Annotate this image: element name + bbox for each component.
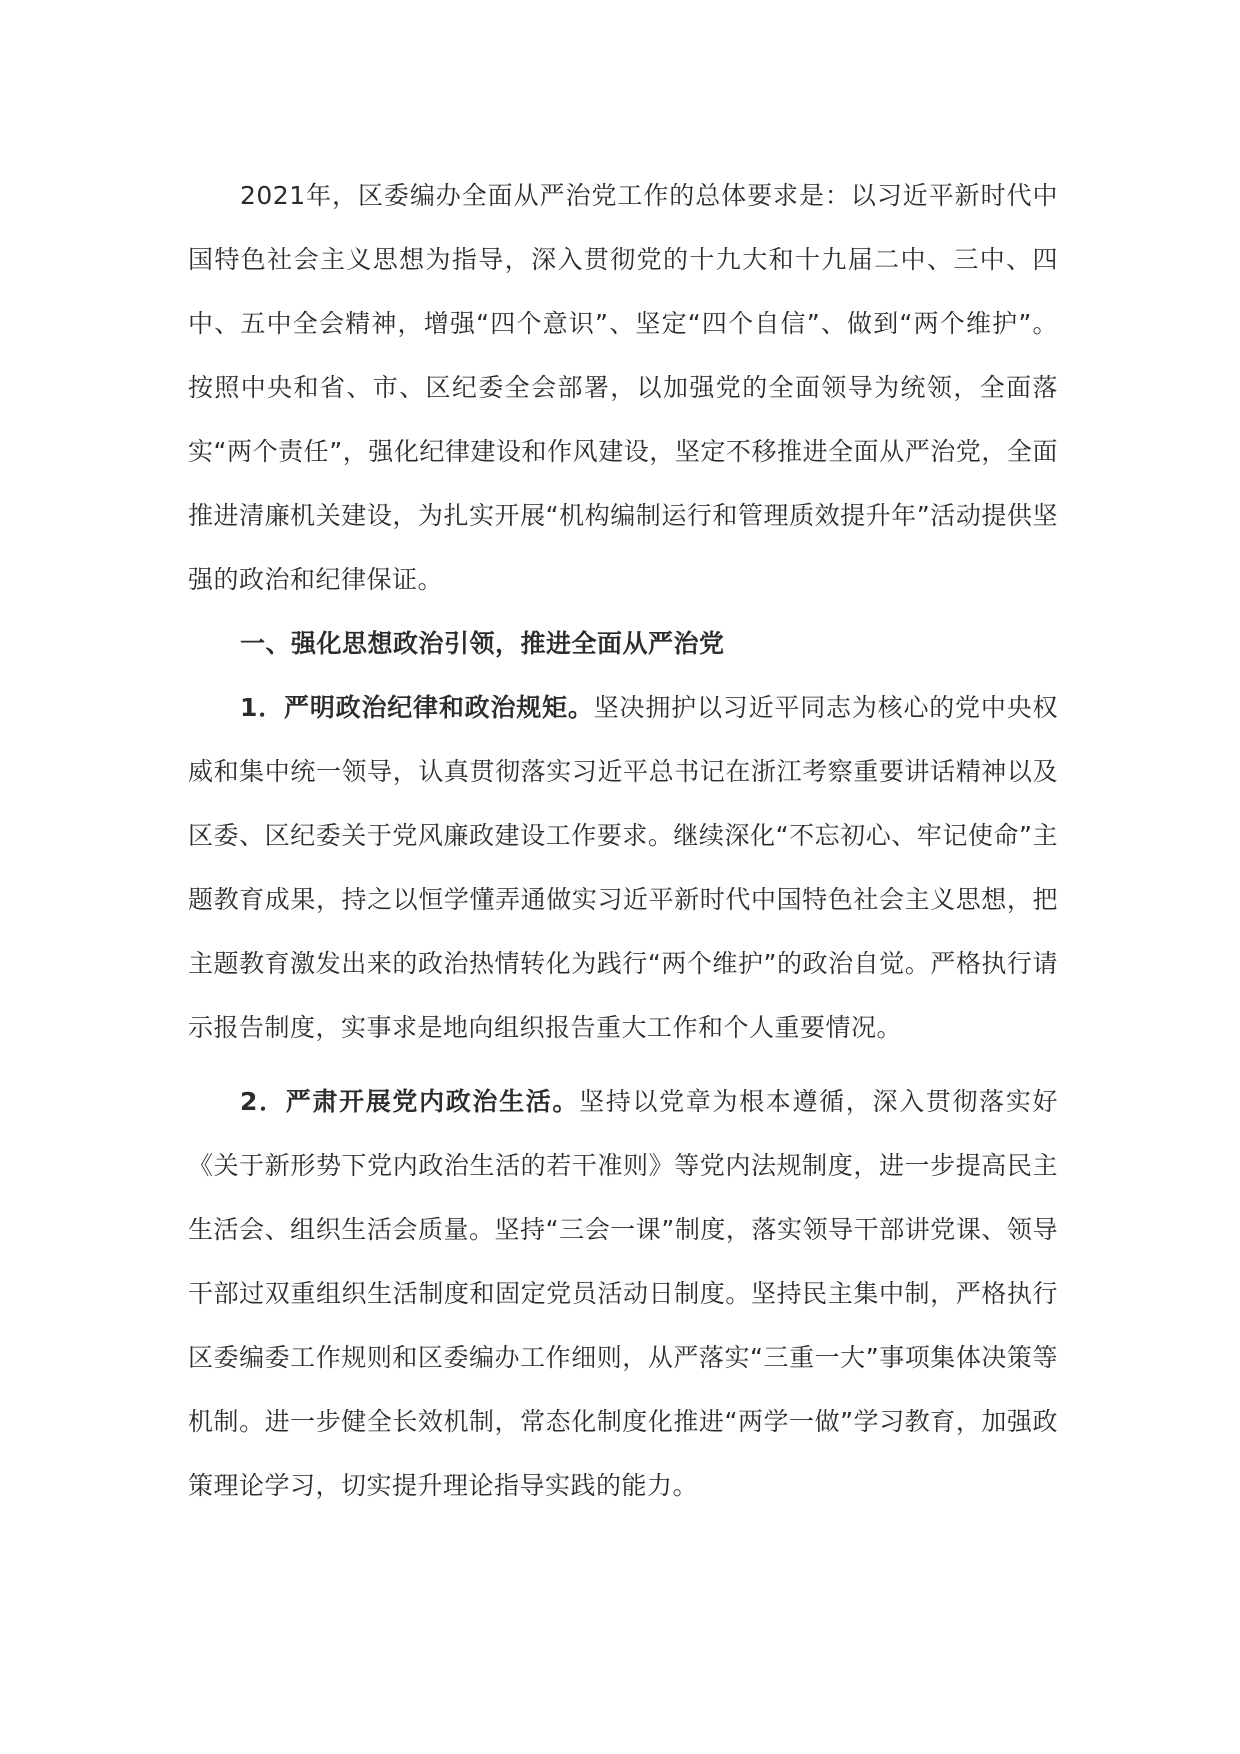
item-2-paragraph xyxy=(188,1070,1058,1518)
item-2-lead: 2．严肃开展党内政治生活。 xyxy=(240,1087,580,1116)
item-2-body: 坚持以党章为根本遵循，深入贯彻落实好《关于新形势下党内政治生活的若干准则》等党内法规制度，进一步提高民主生活会、组织生活会质量。坚持“三会一课”制度，落实领导干部讲党课、领导干部过双重组织生活制度和固定党员活动日制度。坚持民主集中制，严格执行区委编委工作规则和区委编办工作细则，从严落实“三重一大”事项集体决策等机制。进一步健全长效机制，常态化制度化推进“两学一做”学习教育，加强政策理论学习，切实提升理论指导实践的能力。 xyxy=(188,1087,1058,1500)
item-1-body: 坚决拥护以习近平同志为核心的党中央权威和集中统一领导，认真贯彻落实习近平总书记在浙江考察重要讲话精神以及区委、区纪委关于党风廉政建设工作要求。继续深化“不忘初心、牢记使命”主题教育成果，持之以恒学懂弄通做实习近平新时代中国特色社会主义思想，把主题教育激发出来的政治热情转化为践行“两个维护”的政治自觉。严格执行请示报告制度，实事求是地向组织报告重大工作和个人重要情况。 xyxy=(188,693,1058,1042)
item-1-lead: 1．严明政治纪律和政治规矩。 xyxy=(240,693,594,722)
intro-paragraph: 2021年，区委编办全面从严治党工作的总体要求是：以习近平新时代中国特色社会主义思想为指导，深入贯彻党的十九大和十九届二中、三中、四中、五中全会精神，增强“四个意识”、坚定“四个自信”、做到“两个维护”。按照中央和省、市、区纪委全会部署，以加强党的全面领导为统领，全面落实“两个责任”，强化纪律建设和作风建设，坚定不移推进全面从严治党，全面推进清廉机关建设，为扎实开展“机构编制运行和管理质效提升年”活动提供坚强的政治和纪律保证。 xyxy=(188,181,1058,594)
document-page xyxy=(188,164,1058,1518)
item-1-paragraph xyxy=(188,676,1058,1060)
section-heading: 一、强化思想政治引领，推进全面从严治党 xyxy=(240,629,725,658)
